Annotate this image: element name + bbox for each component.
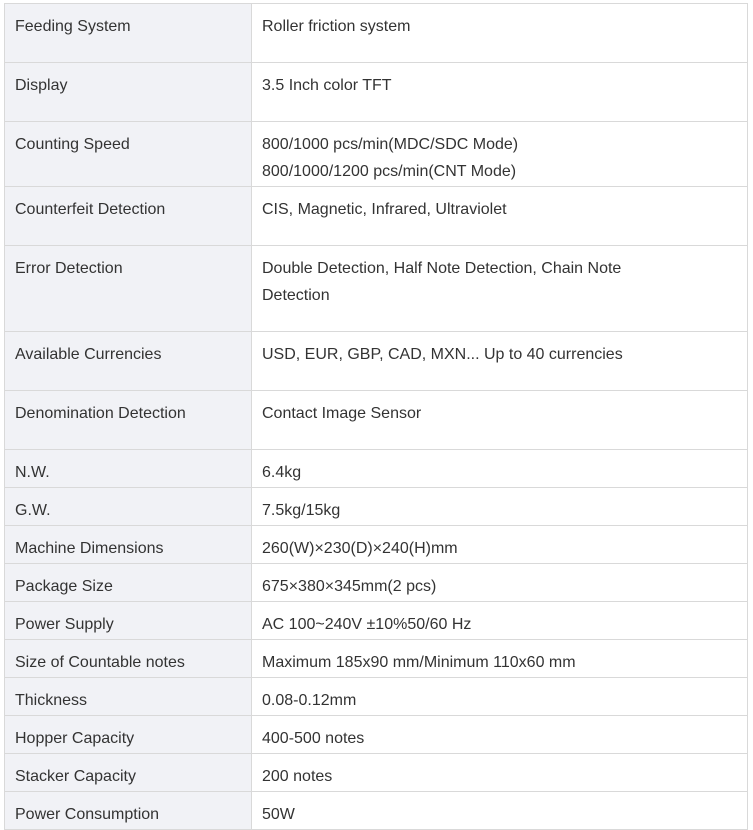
spec-value-line: Contact Image Sensor — [262, 405, 422, 422]
spec-value-line: USD, EUR, GBP, CAD, MXN... Up to 40 currencies — [262, 346, 623, 363]
spec-value — [252, 391, 748, 450]
spec-label: Error Detection — [5, 246, 252, 332]
spec-value-line: 800/1000 pcs/min(MDC/SDC Mode) — [262, 136, 519, 153]
spec-label: Counting Speed — [5, 122, 252, 187]
spec-value — [252, 4, 748, 63]
spec-label: Counterfeit Detection — [5, 187, 252, 246]
spec-label: Thickness — [5, 678, 252, 716]
spec-value-line: Maximum 185x90 mm/Minimum 110x60 mm — [262, 654, 576, 671]
spec-label: Denomination Detection — [5, 391, 252, 450]
spec-value-line: 3.5 Inch color TFT — [262, 77, 392, 94]
table-row — [5, 488, 748, 526]
spec-label: Available Currencies — [5, 332, 252, 391]
specifications-table — [4, 3, 748, 830]
spec-value — [252, 564, 748, 602]
spec-value — [252, 332, 748, 391]
spec-value — [252, 716, 748, 754]
spec-label: Size of Countable notes — [5, 640, 252, 678]
spec-value — [252, 526, 748, 564]
spec-label: Display — [5, 63, 252, 122]
table-row — [5, 678, 748, 716]
spec-value — [252, 122, 748, 187]
table-row — [5, 391, 748, 450]
spec-value — [252, 602, 748, 640]
spec-value — [252, 792, 748, 830]
spec-value-line: 6.4kg — [262, 464, 302, 481]
spec-label: Power Supply — [5, 602, 252, 640]
table-row — [5, 602, 748, 640]
spec-value — [252, 246, 748, 332]
spec-value-line: 0.08-0.12mm — [262, 692, 357, 709]
spec-label: Hopper Capacity — [5, 716, 252, 754]
spec-value-line: Roller friction system — [262, 18, 411, 35]
spec-label: Machine Dimensions — [5, 526, 252, 564]
table-row — [5, 754, 748, 792]
table-row — [5, 526, 748, 564]
table-row — [5, 187, 748, 246]
spec-value-line: 7.5kg/15kg — [262, 502, 341, 519]
spec-value-line: 200 notes — [262, 768, 333, 785]
table-row — [5, 716, 748, 754]
table-row — [5, 122, 748, 187]
table-row — [5, 332, 748, 391]
spec-value — [252, 640, 748, 678]
spec-value — [252, 678, 748, 716]
spec-value — [252, 450, 748, 488]
spec-value — [252, 754, 748, 792]
spec-value-line: 400-500 notes — [262, 730, 365, 747]
spec-value-line: CIS, Magnetic, Infrared, Ultraviolet — [262, 201, 507, 218]
spec-value — [252, 63, 748, 122]
table-row — [5, 246, 748, 332]
table-row — [5, 4, 748, 63]
table-row — [5, 564, 748, 602]
spec-value-line: 260(W)×230(D)×240(H)mm — [262, 540, 458, 557]
spec-value — [252, 488, 748, 526]
table-row — [5, 640, 748, 678]
table-row — [5, 63, 748, 122]
spec-value-line: 675×380×345mm(2 pcs) — [262, 578, 437, 595]
spec-value-line: 50W — [262, 806, 295, 823]
table-row — [5, 450, 748, 488]
spec-label: Feeding System — [5, 4, 252, 63]
table-row — [5, 792, 748, 830]
spec-value-line: Double Detection, Half Note Detection, Chain Note — [262, 260, 622, 277]
spec-label: N.W. — [5, 450, 252, 488]
spec-value — [252, 187, 748, 246]
specifications-table-body — [5, 4, 748, 830]
spec-value-line: AC 100~240V ±10%50/60 Hz — [262, 616, 472, 633]
spec-value-line: 800/1000/1200 pcs/min(CNT Mode) — [262, 163, 517, 180]
spec-label: Power Consumption — [5, 792, 252, 830]
spec-label: G.W. — [5, 488, 252, 526]
spec-label: Stacker Capacity — [5, 754, 252, 792]
spec-label: Package Size — [5, 564, 252, 602]
spec-value-line: Detection — [262, 287, 330, 304]
